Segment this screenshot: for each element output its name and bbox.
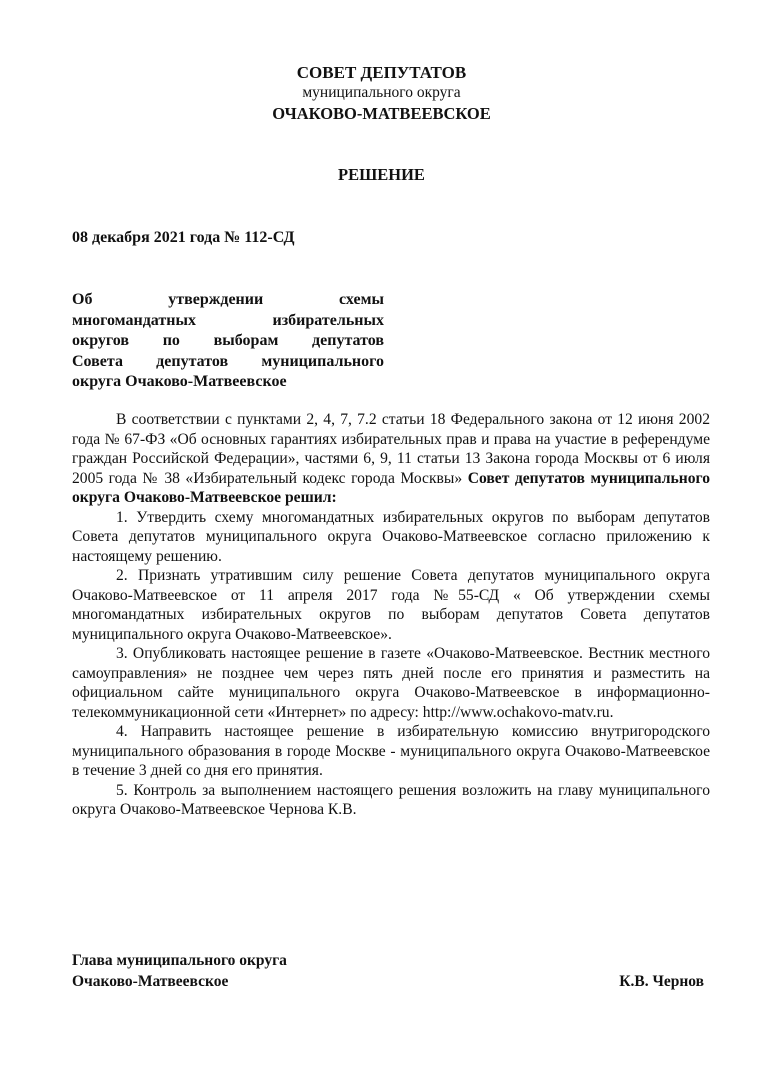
signatory-title: Глава муниципального округа [72,952,287,969]
preamble-resolution: Совет депутатов муниципального округа Очаково-Матвеевское решил: [72,469,710,506]
district-name: ОЧАКОВО-МАТВЕЕВСКОЕ [272,104,491,123]
decision-date-number: 08 декабря 2021 года № 112-СД [72,229,295,246]
signatory-district: Очаково-Матвеевское [72,973,229,990]
decision-body [72,410,710,820]
decision-item-5: 5. Контроль за выполнением настоящего решения возложить на главу муниципального округа Очаково-Матвеевское Чернова К.В. [72,781,710,818]
subject-line: округов по выборам депутатов [72,332,384,349]
document-type: РЕШЕНИЕ [338,165,425,184]
signatory-name: К.В. Чернов [619,973,704,990]
decision-item-1: 1. Утвердить схему многомандатных избирательных округов по выборам депутатов Совета депутатов муниципального округа Очаково-Матвеевское согласно приложению к настоящему решению. [72,508,710,565]
document-header [0,62,763,125]
subject-line: многомандатных избирательных [72,311,384,329]
decision-item-2: 2. Признать утратившим силу решение Совета депутатов муниципального округа Очаково-Матвеевское от 11 апреля 2017 года №55-СД « Об утверждении схемы многомандатных избирательных округов по выборам депутатов Совета депутатов муниципального округа Очаково-Матвеевское». [72,567,710,643]
subject-line: Совета депутатов муниципального [72,352,384,370]
subject-line: округа Очаково-Матвеевское [72,373,287,390]
preamble-paragraph [72,410,710,508]
decision-subject [72,290,384,393]
preamble-text: В соответствии с пунктами 2, 4, 7, 7.2 статьи 18 Федерального закона от 12 июня 2002 года № 67-ФЗ «Об основных гарантиях избирательных прав и права на участие в референдуме граждан Российской Федерации», частями 6, 9, 11 статьи 13 Закона города Москвы от 6 июля 2005 года № 38 «Избирательный кодекс города Москвы» [72,411,710,487]
decision-item-3: 3. Опубликовать настоящее решение в газете «Очаково-Матвеевское. Вестник местного самоуправления» не позднее чем через пять дней после его принятия и разместить на официальном сайте муниципального округа Очаково-Матвеевское в информационно-телекоммуникационной сети «Интернет» по адресу: http://www.ochakovo-matv.ru. [72,645,710,721]
council-subtitle: муниципального округа [302,84,461,101]
signature-block [72,950,704,992]
decision-item-4: 4. Направить настоящее решение в избирательную комиссию внутригородского муниципального образования в городе Москве - муниципального округа Очаково-Матвеевское в течение 3 дней со дня его принятия. [72,723,710,779]
subject-line: Об утверждении схемы [72,291,384,308]
council-name: СОВЕТ ДЕПУТАТОВ [296,63,467,82]
